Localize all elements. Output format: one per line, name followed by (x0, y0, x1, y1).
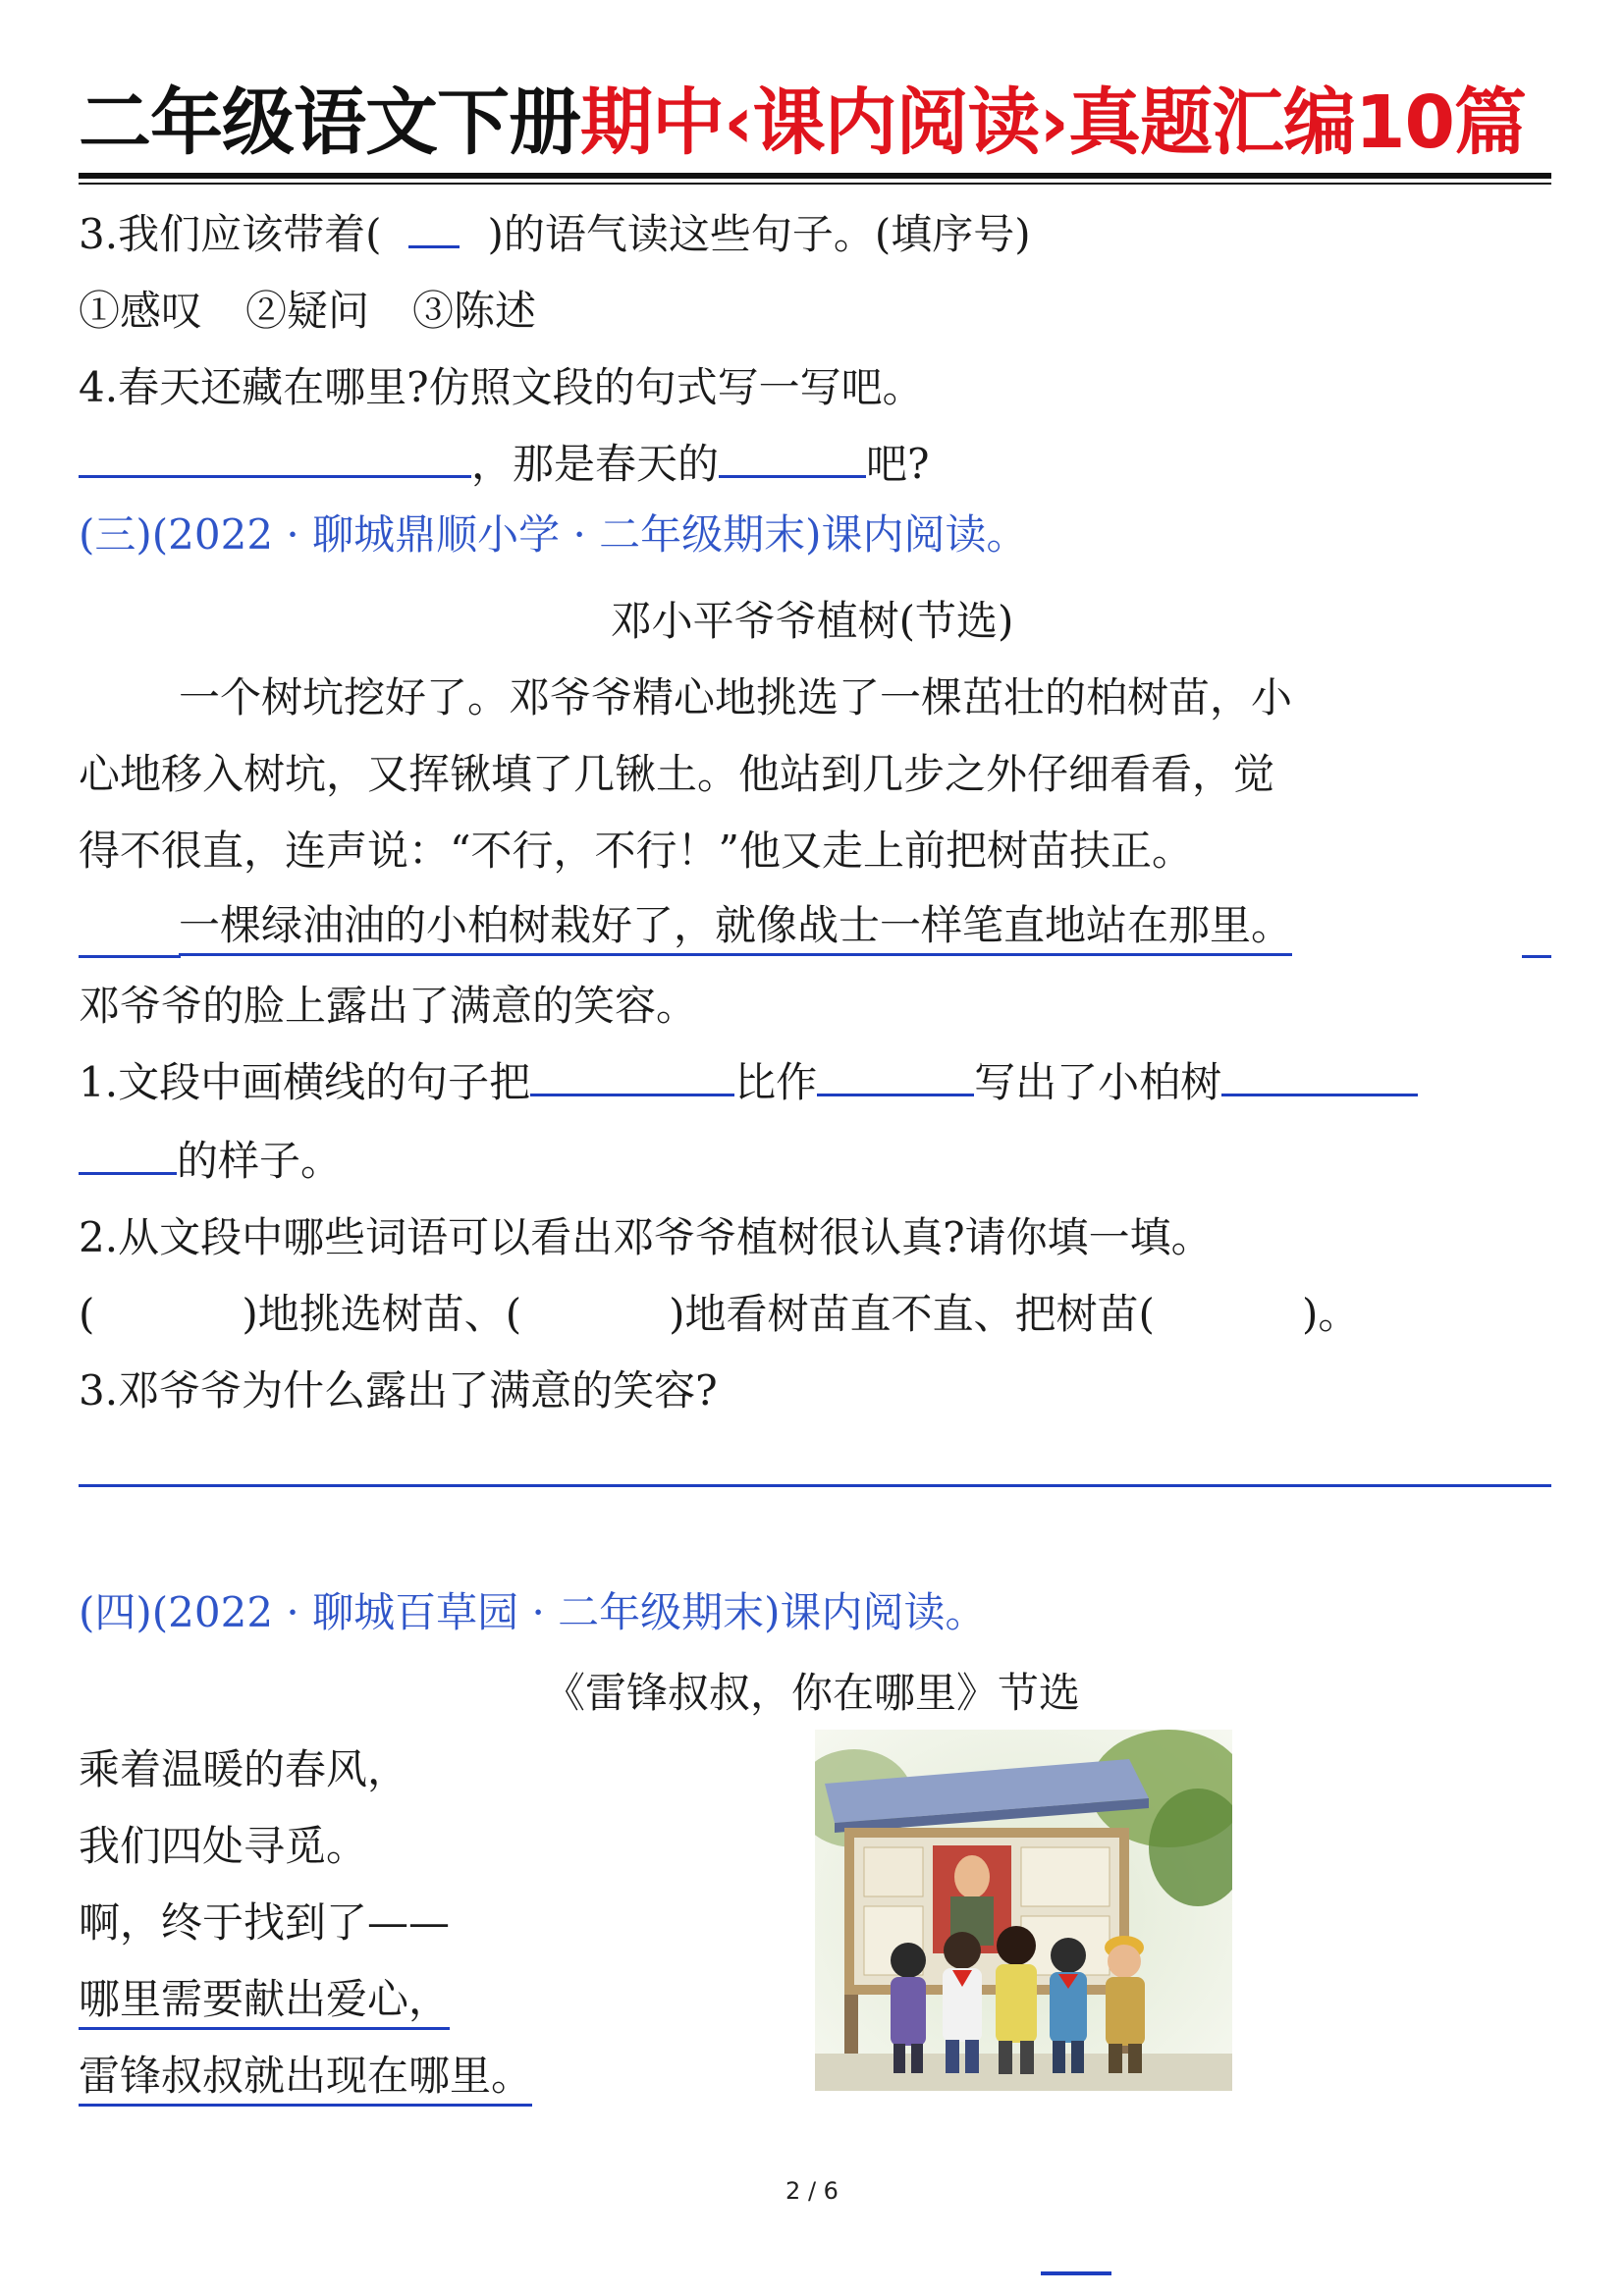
q4-blank-2[interactable] (719, 475, 866, 478)
s3-para2-underlined (179, 901, 1293, 949)
s3-para1-line3: 得不很直，连声说：“不行，不行！”他又走上前把树苗扶正。 (79, 827, 1193, 875)
q1-part-b: 比作 (734, 1058, 818, 1106)
question-4-line: 4.春天还藏在哪里?仿照文段的句式写一写吧。 (79, 363, 924, 411)
title-rule-thick (79, 173, 1551, 179)
q1-part-a: 1.文段中画横线的句子把 (79, 1058, 531, 1106)
section-3-title: 邓小平爷爷植树(节选) (610, 597, 1014, 645)
bottom-stray-mark (1041, 2271, 1111, 2275)
q4-blank-1[interactable] (79, 475, 471, 478)
poem-underlined-1: 哪里需要献出爱心， (79, 1975, 450, 2030)
q2-fill-open-1: ( (79, 1290, 95, 1338)
q3-answer-line[interactable] (79, 1484, 1551, 1487)
q3-option-3: ③陈述 (412, 287, 537, 335)
q3-answer-blank[interactable] (408, 245, 460, 248)
s3-question-2: 2.从文段中哪些词语可以看出邓爷爷植树很认真?请你填一填。 (79, 1213, 1213, 1261)
q3-option-1: ①感叹 (79, 287, 203, 335)
poem-line-1: 乘着温暖的春风， (79, 1745, 409, 1793)
poem-line-5 (79, 2052, 533, 2100)
s3-para2-rest: 邓爷爷的脸上露出了满意的笑容。 (79, 982, 698, 1030)
s3-question-1-cont (79, 1137, 343, 1185)
s3-question-3: 3.邓爷爷为什么露出了满意的笑容? (79, 1366, 718, 1415)
q1-blank-1[interactable] (530, 1094, 734, 1096)
poem-underlined-2: 雷锋叔叔就出现在哪里。 (79, 2052, 532, 2107)
q2-fill-mid-2: )地看树苗直不直、把树苗( (669, 1290, 1155, 1338)
section-4-heading: (四)(2022 · 聊城百草园 · 二年级期末)课内阅读。 (79, 1588, 987, 1636)
q1-blank-3[interactable] (1221, 1094, 1418, 1096)
s3-para1-line1: 一个树坑挖好了。邓爷爷精心地挑选了一棵茁壮的柏树苗，小 (179, 673, 1293, 721)
underline-extension (79, 955, 181, 958)
q3-option-2: ②疑问 (245, 287, 370, 335)
poem-line-4 (79, 1975, 451, 2023)
q2-fill-mid-1: )地挑选树苗、( (242, 1290, 522, 1338)
q4-mid: ，那是春天的 (471, 440, 720, 488)
q2-fill-close: )。 (1301, 1290, 1360, 1338)
s3-question-2-fill (79, 1290, 1360, 1338)
section-4-title: 《雷锋叔叔，你在哪里》节选 (543, 1669, 1080, 1717)
underlined-sentence: 一棵绿油油的小柏树栽好了，就像战士一样笔直地站在那里。 (179, 901, 1292, 956)
s3-question-1 (79, 1058, 1418, 1106)
poem-line-3: 啊，终于找到了—— (79, 1898, 451, 1947)
title-rule-thin (79, 183, 1551, 185)
q1-part-d: 的样子。 (177, 1137, 343, 1185)
title-red-part: 期中‹课内阅读›真题汇编10篇 (580, 80, 1526, 165)
q1-part-c: 写出了小柏树 (974, 1058, 1222, 1106)
question-3-line (79, 210, 1031, 258)
title-black-part: 二年级语文下册 (79, 80, 580, 165)
q3-options (79, 287, 537, 335)
page-number: 2 / 6 (785, 2177, 839, 2205)
page-title (79, 80, 1561, 165)
q1-blank-3-cont[interactable] (79, 1172, 177, 1175)
q3-prefix: 3.我们应该带着( (79, 210, 382, 258)
q3-suffix: )的语气读这些句子。(填序号) (487, 210, 1031, 258)
poem-line-2: 我们四处寻觅。 (79, 1822, 368, 1870)
illustration-children-bulletin-board (815, 1730, 1232, 2091)
s3-para1-line2: 心地移入树坑，又挥锹填了几锹土。他站到几步之外仔细看看，觉 (79, 750, 1275, 798)
q4-end: 吧? (866, 440, 930, 488)
q4-fill-line (79, 440, 930, 488)
underline-extension-right (1522, 955, 1551, 958)
q1-blank-2[interactable] (817, 1094, 974, 1096)
section-3-heading: (三)(2022 · 聊城鼎顺小学 · 二年级期末)课内阅读。 (79, 510, 1028, 559)
